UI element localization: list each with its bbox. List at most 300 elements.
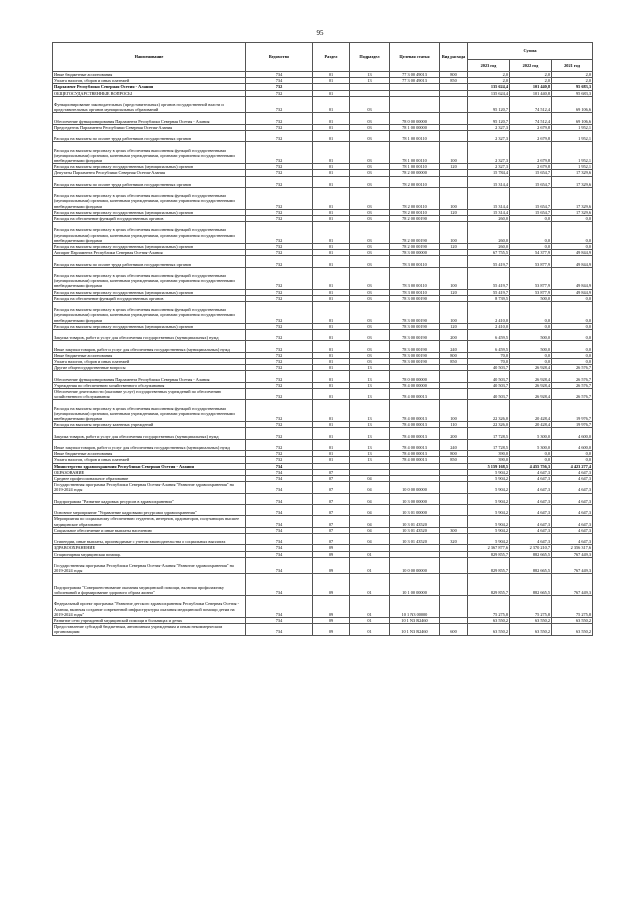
cell-name: Иные бюджетные ассигнования — [53, 352, 246, 358]
cell-sum-2022: 4 647,3 — [510, 482, 552, 493]
cell-vr — [440, 96, 468, 113]
cell-sum-2023: 75 275,8 — [468, 596, 510, 618]
cell-sum-2023: 2 367 877,6 — [468, 545, 510, 551]
cell-ved: 732 — [246, 170, 313, 176]
cell-razdel: 09 — [313, 545, 350, 551]
cell-name: Расходы на выплаты персоналу казенных учреждений — [53, 422, 246, 428]
cell-ved: 734 — [246, 469, 313, 475]
cell-ved: 732 — [246, 439, 313, 450]
cell-sum-2022: 4 647,3 — [510, 504, 552, 515]
cell-csr: 78 1 00 00110 — [390, 142, 440, 164]
cell-razdel: 01 — [313, 222, 350, 244]
cell-name: Другие общегосударственные вопросы — [53, 365, 246, 371]
cell-sum-2022: 74 512,4 — [510, 96, 552, 113]
cell-razdel: 01 — [313, 124, 350, 130]
cell-sum-2021: 26 576,7 — [552, 365, 593, 371]
cell-sum-2022: 500,0 — [510, 295, 552, 301]
cell-csr: 78 3 00 00190 — [390, 323, 440, 329]
cell-sum-2021: 0,0 — [552, 457, 593, 463]
cell-sum-2023: 17 728,5 — [468, 428, 510, 439]
header-podrazdel: Подраздел — [350, 43, 390, 72]
cell-sum-2023: 135 624,4 — [468, 90, 510, 96]
cell-sum-2023: 15 314,4 — [468, 176, 510, 187]
cell-sum-2022: 2 370 210,7 — [510, 545, 552, 551]
table-row — [53, 493, 593, 504]
table-row — [53, 187, 593, 209]
cell-podrazdel: 13 — [350, 428, 390, 439]
cell-podrazdel: 13 — [350, 400, 390, 422]
cell-sum-2022: 500,0 — [510, 329, 552, 340]
table-row — [53, 596, 593, 618]
cell-razdel: 01 — [313, 352, 350, 358]
cell-sum-2021: 4 600,0 — [552, 439, 593, 450]
cell-razdel: 09 — [313, 551, 350, 557]
cell-podrazdel: 03 — [350, 187, 390, 209]
cell-podrazdel: 04 — [350, 493, 390, 504]
cell-csr: 10 1 N3 R2460 — [390, 624, 440, 635]
cell-sum-2021: 4 647,3 — [552, 469, 593, 475]
cell-sum-2023: 63 550,2 — [468, 624, 510, 635]
cell-razdel: 01 — [313, 267, 350, 289]
cell-sum-2023: 2 327,3 — [468, 124, 510, 130]
cell-ved: 734 — [246, 617, 313, 623]
cell-sum-2023: 390,0 — [468, 451, 510, 457]
cell-vr — [440, 504, 468, 515]
budget-table — [52, 42, 593, 636]
table-row — [53, 96, 593, 113]
cell-podrazdel: 13 — [350, 457, 390, 463]
cell-ved: 732 — [246, 295, 313, 301]
cell-podrazdel: 13 — [350, 439, 390, 450]
cell-sum-2022: 0,0 — [510, 215, 552, 221]
cell-razdel: 01 — [313, 365, 350, 371]
cell-sum-2021: 26 576,7 — [552, 388, 593, 399]
cell-sum-2022: 2,0 — [510, 78, 552, 84]
cell-sum-2023: 2,0 — [468, 72, 510, 78]
cell-ved: 734 — [246, 78, 313, 84]
table-body — [53, 72, 593, 636]
cell-sum-2021: 2,0 — [552, 78, 593, 84]
cell-razdel: 01 — [313, 72, 350, 78]
table-row — [53, 371, 593, 382]
cell-ved: 732 — [246, 113, 313, 124]
cell-name: Расходы на выплаты по оплате труда работников государственных органов — [53, 131, 246, 142]
cell-vr: 100 — [440, 187, 468, 209]
cell-ved: 734 — [246, 475, 313, 481]
cell-csr: 78 4 00 00013 — [390, 422, 440, 428]
table-row — [53, 400, 593, 422]
cell-vr — [440, 388, 468, 399]
cell-sum-2022: 53 877,9 — [510, 289, 552, 295]
cell-sum-2022: 500,0 — [510, 341, 552, 352]
cell-podrazdel: 04 — [350, 516, 390, 527]
cell-name: Расходы на выплаты персоналу государственных (муниципальных) органов — [53, 323, 246, 329]
cell-podrazdel: 01 — [350, 551, 390, 557]
table-row — [53, 131, 593, 142]
cell-name: Основное мероприятие "Управление кадровыми ресурсами здравоохранения" — [53, 504, 246, 515]
table-row — [53, 256, 593, 267]
cell-podrazdel: 03 — [350, 329, 390, 340]
cell-razdel: 01 — [313, 187, 350, 209]
cell-vr: 100 — [440, 400, 468, 422]
cell-razdel: 01 — [313, 215, 350, 221]
cell-ved: 732 — [246, 382, 313, 388]
cell-sum-2021: 4 600,0 — [552, 428, 593, 439]
cell-sum-2021: 4 647,3 — [552, 482, 593, 493]
cell-sum-2023: 5 904,2 — [468, 469, 510, 475]
cell-name: Расходы на выплаты по оплате труда работников государственных органов — [53, 176, 246, 187]
cell-name: Уплата налогов, сборов и иных платежей — [53, 78, 246, 84]
cell-name: Среднее профессиональное образование — [53, 475, 246, 481]
cell-sum-2021: 1 952,1 — [552, 164, 593, 170]
cell-sum-2023: 8 739,5 — [468, 295, 510, 301]
cell-podrazdel: 01 — [350, 624, 390, 635]
cell-razdel: 07 — [313, 504, 350, 515]
cell-sum-2023: 67 755,5 — [468, 250, 510, 256]
cell-ved: 732 — [246, 422, 313, 428]
cell-ved: 732 — [246, 301, 313, 323]
cell-razdel: 01 — [313, 341, 350, 352]
cell-ved: 732 — [246, 400, 313, 422]
cell-ved: 732 — [246, 428, 313, 439]
header-razdel: Раздел — [313, 43, 350, 72]
cell-vr: 110 — [440, 422, 468, 428]
cell-podrazdel: 03 — [350, 301, 390, 323]
cell-razdel: 01 — [313, 358, 350, 364]
cell-ved: 734 — [246, 463, 313, 469]
cell-name: Расходы на выплаты по оплате труда работников государственных органов — [53, 256, 246, 267]
cell-podrazdel: 01 — [350, 557, 390, 574]
cell-sum-2023: 15 314,4 — [468, 187, 510, 209]
cell-sum-2023: 5 904,2 — [468, 504, 510, 515]
header-ved: Ведомство — [246, 43, 313, 72]
cell-podrazdel: 13 — [350, 422, 390, 428]
cell-sum-2022: 15 654,7 — [510, 209, 552, 215]
cell-sum-2023: 2 410,0 — [468, 323, 510, 329]
cell-sum-2023: 95 120,7 — [468, 113, 510, 124]
cell-csr: 10 0 00 00000 — [390, 482, 440, 493]
cell-sum-2021: 0,0 — [552, 341, 593, 352]
cell-ved: 732 — [246, 250, 313, 256]
cell-podrazdel: 04 — [350, 482, 390, 493]
cell-csr: 78 0 00 00000 — [390, 113, 440, 124]
cell-name: Расходы на выплаты персоналу в целях обеспечения выполнения функций государственными (муниципальными) органами, казенными учреждениями, органами управления государственными внебюджетными фондами — [53, 400, 246, 422]
cell-razdel: 01 — [313, 388, 350, 399]
cell-sum-2022: 4 455 756,3 — [510, 463, 552, 469]
cell-vr — [440, 493, 468, 504]
cell-vr: 200 — [440, 428, 468, 439]
cell-sum-2022: 20 428,4 — [510, 422, 552, 428]
cell-razdel: 07 — [313, 527, 350, 533]
cell-csr: 78 3 00 00190 — [390, 341, 440, 352]
cell-podrazdel: 03 — [350, 96, 390, 113]
table-row — [53, 176, 593, 187]
cell-sum-2022: 26 928,4 — [510, 382, 552, 388]
cell-name: Расходы на выплаты персоналу в целях обеспечения выполнения функций государственными (муниципальными) органами, казенными учреждениями, органами управления государственными внебюджетными фондами — [53, 267, 246, 289]
cell-csr: 78 3 00 00110 — [390, 289, 440, 295]
cell-vr: 100 — [440, 142, 468, 164]
cell-podrazdel: 04 — [350, 527, 390, 533]
cell-sum-2023: 15 314,4 — [468, 209, 510, 215]
cell-sum-2022: 0,0 — [510, 301, 552, 323]
cell-sum-2022: 101 440,8 — [510, 84, 552, 90]
cell-sum-2022: 63 550,2 — [510, 617, 552, 623]
cell-vr: 850 — [440, 457, 468, 463]
cell-sum-2021: 0,0 — [552, 301, 593, 323]
cell-csr: 77 3 00 49013 — [390, 72, 440, 78]
cell-podrazdel: 03 — [350, 267, 390, 289]
cell-csr: 77 3 00 49013 — [390, 78, 440, 84]
cell-name: Иные закупки товаров, работ и услуг для обеспечения государственных (муниципальных) нужд — [53, 439, 246, 450]
cell-name: Обеспечение функционирования Парламента Республики Северная Осетия - Алания — [53, 113, 246, 124]
cell-vr — [440, 482, 468, 493]
cell-name: Иные бюджетные ассигнования — [53, 72, 246, 78]
cell-sum-2021: 17 329,6 — [552, 209, 593, 215]
cell-sum-2022: 882 665,5 — [510, 557, 552, 574]
cell-razdel: 01 — [313, 301, 350, 323]
cell-sum-2022: 63 550,2 — [510, 624, 552, 635]
page-number: 95 — [316, 29, 324, 37]
cell-csr: 78 4 00 00000 — [390, 382, 440, 388]
cell-ved: 732 — [246, 243, 313, 249]
cell-sum-2021: 4 647,3 — [552, 516, 593, 527]
cell-razdel: 07 — [313, 475, 350, 481]
cell-sum-2023: 390,0 — [468, 457, 510, 463]
cell-sum-2021: 0,0 — [552, 323, 593, 329]
cell-csr: 78 4 00 00013 — [390, 400, 440, 422]
cell-sum-2022: 0,0 — [510, 451, 552, 457]
cell-ved: 732 — [246, 124, 313, 130]
cell-name: Подпрограмма "Совершенствование оказания медицинской помощи, включая профилактику заболеваний и формирование здорового образа жизни" — [53, 574, 246, 596]
cell-sum-2021: 0,0 — [552, 358, 593, 364]
cell-razdel: 07 — [313, 533, 350, 544]
cell-sum-2023: 40 503,7 — [468, 365, 510, 371]
cell-vr: 850 — [440, 78, 468, 84]
cell-ved: 732 — [246, 96, 313, 113]
cell-name: Расходы на выплаты персоналу в целях обеспечения выполнения функций государственными (муниципальными) органами, казенными учреждениями, органами управления государственными внебюджетными фондами — [53, 142, 246, 164]
cell-razdel: 01 — [313, 428, 350, 439]
cell-sum-2023: 829 855,7 — [468, 551, 510, 557]
cell-csr: 78 2 00 00190 — [390, 215, 440, 221]
table-row — [53, 329, 593, 340]
cell-sum-2021: 63 550,2 — [552, 617, 593, 623]
cell-sum-2023: 63 550,2 — [468, 617, 510, 623]
cell-sum-2022: 53 877,9 — [510, 256, 552, 267]
table-row — [53, 428, 593, 439]
cell-csr: 78 4 00 00013 — [390, 388, 440, 399]
cell-sum-2021: 767 449,3 — [552, 551, 593, 557]
cell-sum-2023: 829 855,7 — [468, 557, 510, 574]
cell-sum-2021: 75 275,8 — [552, 596, 593, 618]
cell-razdel: 01 — [313, 457, 350, 463]
cell-sum-2022: 4 647,3 — [510, 493, 552, 504]
cell-ved: 732 — [246, 365, 313, 371]
cell-vr: 240 — [440, 341, 468, 352]
cell-vr: 120 — [440, 323, 468, 329]
cell-podrazdel: 13 — [350, 371, 390, 382]
cell-csr: 78 3 00 00110 — [390, 256, 440, 267]
cell-name: Расходы на выплаты персоналу государственных (муниципальных) органов — [53, 164, 246, 170]
cell-sum-2022: 4 647,3 — [510, 516, 552, 527]
cell-razdel: 01 — [313, 323, 350, 329]
cell-ved: 732 — [246, 329, 313, 340]
cell-csr: 10 1 00 00000 — [390, 574, 440, 596]
cell-name: Федеральный проект программа "Развитие детского здравоохранения Республики Северная Осетия - Алания, включая создание современной инфраструктуры оказания медицинской помощи детям на 2019-2024 годы" — [53, 596, 246, 618]
cell-razdel: 01 — [313, 131, 350, 142]
cell-sum-2022: 101 440,8 — [510, 90, 552, 96]
cell-sum-2023: 2 327,3 — [468, 142, 510, 164]
cell-csr: 78 1 00 00000 — [390, 124, 440, 130]
cell-sum-2023: 6 459,5 — [468, 341, 510, 352]
cell-sum-2023: 2 327,3 — [468, 164, 510, 170]
cell-razdel: 01 — [313, 176, 350, 187]
cell-csr: 78 3 00 00000 — [390, 250, 440, 256]
cell-sum-2023: 2,0 — [468, 78, 510, 84]
cell-csr: 78 2 00 00110 — [390, 187, 440, 209]
cell-name: Обеспечение деятельности (оказание услуг) государственных учреждений по обеспечению хозяйственного обслуживания — [53, 388, 246, 399]
cell-ved: 732 — [246, 451, 313, 457]
cell-csr: 78 0 00 00000 — [390, 371, 440, 382]
cell-ved: 732 — [246, 90, 313, 96]
cell-podrazdel: 03 — [350, 176, 390, 187]
cell-sum-2023: 95 120,7 — [468, 96, 510, 113]
cell-name: ОБРАЗОВАНИЕ — [53, 469, 246, 475]
cell-podrazdel: 13 — [350, 388, 390, 399]
cell-razdel: 01 — [313, 439, 350, 450]
cell-name: Расходы на обеспечение функций государственных органов — [53, 295, 246, 301]
cell-sum-2021: 2,0 — [552, 72, 593, 78]
cell-name: Закупка товаров, работ и услуг для обеспечения государственных (муниципальных) нужд — [53, 428, 246, 439]
cell-ved: 732 — [246, 289, 313, 295]
cell-podrazdel: 03 — [350, 341, 390, 352]
cell-ved: 734 — [246, 516, 313, 527]
cell-ved: 732 — [246, 358, 313, 364]
cell-sum-2021: 0,0 — [552, 451, 593, 457]
cell-sum-2022: 15 654,7 — [510, 187, 552, 209]
cell-name: Расходы на выплаты персоналу в целях обеспечения выполнения функций государственными (муниципальными) органами, казенными учреждениями, органами управления государственными внебюджетными фондами — [53, 222, 246, 244]
cell-razdel: 01 — [313, 289, 350, 295]
cell-sum-2021: 0,0 — [552, 243, 593, 249]
cell-sum-2021: 19 976,7 — [552, 400, 593, 422]
cell-sum-2022: 882 665,5 — [510, 551, 552, 557]
cell-ved: 732 — [246, 388, 313, 399]
cell-sum-2022: 4 647,3 — [510, 475, 552, 481]
cell-podrazdel: 01 — [350, 617, 390, 623]
cell-sum-2023: 260,0 — [468, 243, 510, 249]
cell-sum-2023: 22 326,0 — [468, 422, 510, 428]
cell-podrazdel: 03 — [350, 295, 390, 301]
cell-ved: 734 — [246, 574, 313, 596]
cell-name: Учреждения по обеспечению хозяйственного обслуживания — [53, 382, 246, 388]
cell-name: Мероприятия по социальному обеспечению студентов, интернов, ординаторов, получающих высшее медицинское образование — [53, 516, 246, 527]
table-row — [53, 557, 593, 574]
cell-sum-2021: 95 683,3 — [552, 90, 593, 96]
cell-vr — [440, 131, 468, 142]
cell-podrazdel: 03 — [350, 215, 390, 221]
cell-name: ЗДРАВООХРАНЕНИЕ — [53, 545, 246, 551]
cell-razdel: 07 — [313, 482, 350, 493]
cell-csr: 78 4 00 00013 — [390, 457, 440, 463]
cell-podrazdel: 13 — [350, 365, 390, 371]
cell-name: Стипендии, иные выплаты, производимые с учетом законодательства о социальных выплатах — [53, 533, 246, 544]
cell-csr: 78 3 00 00190 — [390, 352, 440, 358]
cell-sum-2023: 55 419,7 — [468, 267, 510, 289]
cell-razdel: 07 — [313, 493, 350, 504]
table-row — [53, 504, 593, 515]
cell-razdel: 01 — [313, 451, 350, 457]
cell-sum-2022: 2 679,8 — [510, 124, 552, 130]
cell-sum-2023: 22 326,0 — [468, 400, 510, 422]
cell-name: Расходы на обеспечение функций государственных органов — [53, 215, 246, 221]
cell-sum-2021: 4 423 277,4 — [552, 463, 593, 469]
table-row — [53, 574, 593, 596]
cell-sum-2023: 5 159 168,5 — [468, 463, 510, 469]
cell-ved: 732 — [246, 215, 313, 221]
cell-sum-2023: 2 410,0 — [468, 301, 510, 323]
cell-name: Социальное обеспечение и иные выплаты населению — [53, 527, 246, 533]
cell-name: Обеспечение функционирования Парламента Республики Северная Осетия - Алания — [53, 371, 246, 382]
cell-sum-2021: 4 647,3 — [552, 527, 593, 533]
cell-razdel: 01 — [313, 209, 350, 215]
cell-ved: 732 — [246, 323, 313, 329]
cell-sum-2022: 4 647,3 — [510, 533, 552, 544]
table-row — [53, 533, 593, 544]
cell-sum-2021: 4 647,3 — [552, 475, 593, 481]
table-row — [53, 624, 593, 635]
cell-sum-2021: 19 976,7 — [552, 422, 593, 428]
cell-name: Расходы на выплаты персоналу государственных (муниципальных) органов — [53, 243, 246, 249]
table-row — [53, 113, 593, 124]
cell-ved: 732 — [246, 457, 313, 463]
cell-sum-2022: 0,0 — [510, 457, 552, 463]
cell-sum-2021: 17 329,6 — [552, 176, 593, 187]
table-row — [53, 267, 593, 289]
cell-name: Расходы на выплаты персоналу в целях обеспечения выполнения функций государственными (муниципальными) органами, казенными учреждениями, органами управления государственными внебюджетными фондами — [53, 187, 246, 209]
table-row — [53, 388, 593, 399]
cell-name: Уплата налогов, сборов и иных платежей — [53, 457, 246, 463]
cell-sum-2021: 0,0 — [552, 215, 593, 221]
cell-sum-2023: 40 503,7 — [468, 382, 510, 388]
cell-razdel: 09 — [313, 596, 350, 618]
cell-ved: 732 — [246, 352, 313, 358]
cell-csr: 10 1 N3 00000 — [390, 596, 440, 618]
cell-sum-2022: 26 928,4 — [510, 388, 552, 399]
cell-vr: 100 — [440, 222, 468, 244]
cell-vr: 200 — [440, 329, 468, 340]
cell-sum-2021: 49 844,9 — [552, 289, 593, 295]
table-row — [53, 301, 593, 323]
cell-sum-2022: 15 654,7 — [510, 170, 552, 176]
cell-csr: 78 3 00 00190 — [390, 358, 440, 364]
cell-vr: 120 — [440, 164, 468, 170]
cell-sum-2022: 26 928,4 — [510, 371, 552, 382]
cell-sum-2023: 55 419,7 — [468, 256, 510, 267]
cell-csr: 78 3 00 00190 — [390, 329, 440, 340]
cell-name: Уплата налогов, сборов и иных платежей — [53, 358, 246, 364]
cell-razdel: 01 — [313, 295, 350, 301]
cell-podrazdel: 04 — [350, 475, 390, 481]
cell-razdel: 01 — [313, 113, 350, 124]
cell-sum-2022: 4 647,3 — [510, 527, 552, 533]
cell-sum-2021: 0,0 — [552, 295, 593, 301]
cell-name: Министерство здравоохранения Республики Северная Осетия - Алания — [53, 463, 246, 469]
cell-vr: 120 — [440, 243, 468, 249]
cell-podrazdel: 13 — [350, 72, 390, 78]
cell-vr: 850 — [440, 358, 468, 364]
cell-ved: 734 — [246, 551, 313, 557]
cell-sum-2023: 6 459,5 — [468, 329, 510, 340]
cell-sum-2021: 1 952,1 — [552, 124, 593, 130]
